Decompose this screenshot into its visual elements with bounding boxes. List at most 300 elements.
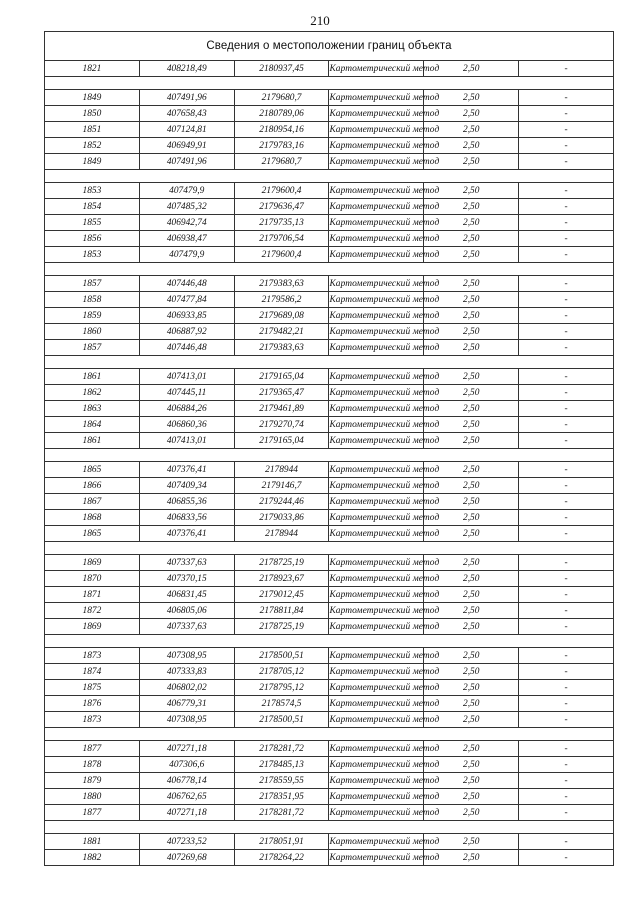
table-row — [45, 478, 614, 494]
x-coordinate-cell: 407370,15 — [139, 571, 234, 587]
point-number-cell: 1854 — [45, 199, 140, 215]
method-cell: Картометрический метод — [329, 385, 424, 401]
description-cell: - — [519, 571, 614, 587]
method-cell: Картометрический метод — [329, 401, 424, 417]
table-row — [45, 619, 614, 635]
group-separator-row — [45, 449, 614, 462]
description-cell: - — [519, 231, 614, 247]
point-number-cell: 1872 — [45, 603, 140, 619]
accuracy-cell: 2,50 — [424, 478, 519, 494]
x-coordinate-cell: 407269,68 — [139, 850, 234, 866]
point-number-cell: 1871 — [45, 587, 140, 603]
group-separator-row — [45, 263, 614, 276]
method-cell: Картометрический метод — [329, 292, 424, 308]
x-coordinate-cell: 407658,43 — [139, 106, 234, 122]
x-coordinate-cell: 407306,6 — [139, 757, 234, 773]
y-coordinate-cell: 2178500,51 — [234, 648, 329, 664]
y-coordinate-cell: 2178944 — [234, 526, 329, 542]
group-separator-row — [45, 77, 614, 90]
accuracy-cell: 2,50 — [424, 741, 519, 757]
y-coordinate-cell: 2179783,16 — [234, 138, 329, 154]
group-separator — [45, 542, 614, 555]
accuracy-cell: 2,50 — [424, 648, 519, 664]
point-number-cell: 1876 — [45, 696, 140, 712]
x-coordinate-cell: 408218,49 — [139, 61, 234, 77]
point-number-cell: 1849 — [45, 90, 140, 106]
y-coordinate-cell: 2179033,86 — [234, 510, 329, 526]
x-coordinate-cell: 406860,36 — [139, 417, 234, 433]
accuracy-cell: 2,50 — [424, 664, 519, 680]
x-coordinate-cell: 407233,52 — [139, 834, 234, 850]
y-coordinate-cell: 2178051,91 — [234, 834, 329, 850]
table-row — [45, 494, 614, 510]
method-cell: Картометрический метод — [329, 215, 424, 231]
point-number-cell: 1873 — [45, 712, 140, 728]
x-coordinate-cell: 407124,81 — [139, 122, 234, 138]
table-row — [45, 308, 614, 324]
table-row — [45, 757, 614, 773]
description-cell: - — [519, 433, 614, 449]
y-coordinate-cell: 2179146,7 — [234, 478, 329, 494]
method-cell: Картометрический метод — [329, 664, 424, 680]
point-number-cell: 1850 — [45, 106, 140, 122]
x-coordinate-cell: 407333,83 — [139, 664, 234, 680]
accuracy-cell: 2,50 — [424, 494, 519, 510]
accuracy-cell: 2,50 — [424, 154, 519, 170]
description-cell: - — [519, 494, 614, 510]
x-coordinate-cell: 407337,63 — [139, 619, 234, 635]
point-number-cell: 1855 — [45, 215, 140, 231]
description-cell: - — [519, 61, 614, 77]
description-cell: - — [519, 526, 614, 542]
description-cell: - — [519, 680, 614, 696]
table-title: Сведения о местоположении границ объекта — [45, 32, 614, 61]
x-coordinate-cell: 407479,9 — [139, 183, 234, 199]
boundary-coordinates-table — [44, 31, 614, 866]
y-coordinate-cell: 2179461,89 — [234, 401, 329, 417]
description-cell: - — [519, 648, 614, 664]
y-coordinate-cell: 2179636,47 — [234, 199, 329, 215]
table-row — [45, 603, 614, 619]
description-cell: - — [519, 122, 614, 138]
table-title-row — [45, 32, 614, 61]
table-row — [45, 183, 614, 199]
x-coordinate-cell: 407446,48 — [139, 276, 234, 292]
method-cell: Картометрический метод — [329, 526, 424, 542]
method-cell: Картометрический метод — [329, 555, 424, 571]
accuracy-cell: 2,50 — [424, 619, 519, 635]
description-cell: - — [519, 741, 614, 757]
x-coordinate-cell: 406762,65 — [139, 789, 234, 805]
method-cell: Картометрический метод — [329, 773, 424, 789]
x-coordinate-cell: 407271,18 — [139, 741, 234, 757]
x-coordinate-cell: 406831,45 — [139, 587, 234, 603]
accuracy-cell: 2,50 — [424, 555, 519, 571]
point-number-cell: 1867 — [45, 494, 140, 510]
method-cell: Картометрический метод — [329, 478, 424, 494]
accuracy-cell: 2,50 — [424, 712, 519, 728]
description-cell: - — [519, 510, 614, 526]
accuracy-cell: 2,50 — [424, 417, 519, 433]
x-coordinate-cell: 406779,31 — [139, 696, 234, 712]
point-number-cell: 1853 — [45, 247, 140, 263]
table-row — [45, 526, 614, 542]
description-cell: - — [519, 369, 614, 385]
group-separator-row — [45, 821, 614, 834]
description-cell: - — [519, 308, 614, 324]
description-cell: - — [519, 789, 614, 805]
method-cell: Картометрический метод — [329, 587, 424, 603]
x-coordinate-cell: 407271,18 — [139, 805, 234, 821]
method-cell: Картометрический метод — [329, 122, 424, 138]
y-coordinate-cell: 2178559,55 — [234, 773, 329, 789]
method-cell: Картометрический метод — [329, 757, 424, 773]
method-cell: Картометрический метод — [329, 789, 424, 805]
y-coordinate-cell: 2180789,06 — [234, 106, 329, 122]
description-cell: - — [519, 90, 614, 106]
x-coordinate-cell: 407308,95 — [139, 712, 234, 728]
table-body — [45, 32, 614, 866]
y-coordinate-cell: 2178811,84 — [234, 603, 329, 619]
point-number-cell: 1874 — [45, 664, 140, 680]
accuracy-cell: 2,50 — [424, 138, 519, 154]
accuracy-cell: 2,50 — [424, 603, 519, 619]
point-number-cell: 1866 — [45, 478, 140, 494]
description-cell: - — [519, 276, 614, 292]
y-coordinate-cell: 2180954,16 — [234, 122, 329, 138]
description-cell: - — [519, 619, 614, 635]
x-coordinate-cell: 407446,48 — [139, 340, 234, 356]
table-row — [45, 61, 614, 77]
description-cell: - — [519, 712, 614, 728]
table-row — [45, 433, 614, 449]
table-row — [45, 773, 614, 789]
accuracy-cell: 2,50 — [424, 61, 519, 77]
description-cell: - — [519, 154, 614, 170]
point-number-cell: 1869 — [45, 555, 140, 571]
table-row — [45, 805, 614, 821]
method-cell: Картометрический метод — [329, 276, 424, 292]
accuracy-cell: 2,50 — [424, 850, 519, 866]
method-cell: Картометрический метод — [329, 308, 424, 324]
x-coordinate-cell: 407376,41 — [139, 526, 234, 542]
group-separator-row — [45, 356, 614, 369]
description-cell: - — [519, 834, 614, 850]
table-row — [45, 401, 614, 417]
point-number-cell: 1861 — [45, 433, 140, 449]
accuracy-cell: 2,50 — [424, 308, 519, 324]
table-row — [45, 247, 614, 263]
point-number-cell: 1862 — [45, 385, 140, 401]
description-cell: - — [519, 773, 614, 789]
accuracy-cell: 2,50 — [424, 834, 519, 850]
table-row — [45, 850, 614, 866]
x-coordinate-cell: 406887,92 — [139, 324, 234, 340]
method-cell: Картометрический метод — [329, 61, 424, 77]
accuracy-cell: 2,50 — [424, 369, 519, 385]
method-cell: Картометрический метод — [329, 106, 424, 122]
x-coordinate-cell: 406833,56 — [139, 510, 234, 526]
description-cell: - — [519, 385, 614, 401]
y-coordinate-cell: 2179012,45 — [234, 587, 329, 603]
point-number-cell: 1878 — [45, 757, 140, 773]
y-coordinate-cell: 2178923,67 — [234, 571, 329, 587]
table-row — [45, 340, 614, 356]
description-cell: - — [519, 340, 614, 356]
group-separator — [45, 77, 614, 90]
y-coordinate-cell: 2179383,63 — [234, 340, 329, 356]
point-number-cell: 1870 — [45, 571, 140, 587]
description-cell: - — [519, 478, 614, 494]
y-coordinate-cell: 2179706,54 — [234, 231, 329, 247]
method-cell: Картометрический метод — [329, 433, 424, 449]
point-number-cell: 1877 — [45, 741, 140, 757]
description-cell: - — [519, 247, 614, 263]
x-coordinate-cell: 406805,06 — [139, 603, 234, 619]
x-coordinate-cell: 407308,95 — [139, 648, 234, 664]
accuracy-cell: 2,50 — [424, 696, 519, 712]
table-row — [45, 571, 614, 587]
method-cell: Картометрический метод — [329, 850, 424, 866]
accuracy-cell: 2,50 — [424, 385, 519, 401]
accuracy-cell: 2,50 — [424, 215, 519, 231]
group-separator — [45, 635, 614, 648]
x-coordinate-cell: 407445,11 — [139, 385, 234, 401]
y-coordinate-cell: 2178485,13 — [234, 757, 329, 773]
table-row — [45, 555, 614, 571]
point-number-cell: 1852 — [45, 138, 140, 154]
method-cell: Картометрический метод — [329, 462, 424, 478]
accuracy-cell: 2,50 — [424, 324, 519, 340]
point-number-cell: 1821 — [45, 61, 140, 77]
accuracy-cell: 2,50 — [424, 231, 519, 247]
point-number-cell: 1877 — [45, 805, 140, 821]
table-row — [45, 385, 614, 401]
description-cell: - — [519, 603, 614, 619]
table-row — [45, 834, 614, 850]
point-number-cell: 1849 — [45, 154, 140, 170]
method-cell: Картометрический метод — [329, 741, 424, 757]
group-separator — [45, 263, 614, 276]
point-number-cell: 1865 — [45, 462, 140, 478]
x-coordinate-cell: 407485,32 — [139, 199, 234, 215]
x-coordinate-cell: 406778,14 — [139, 773, 234, 789]
description-cell: - — [519, 106, 614, 122]
description-cell: - — [519, 555, 614, 571]
group-separator — [45, 821, 614, 834]
y-coordinate-cell: 2178351,95 — [234, 789, 329, 805]
accuracy-cell: 2,50 — [424, 292, 519, 308]
description-cell: - — [519, 757, 614, 773]
x-coordinate-cell: 407413,01 — [139, 369, 234, 385]
table-row — [45, 712, 614, 728]
table-row — [45, 106, 614, 122]
accuracy-cell: 2,50 — [424, 199, 519, 215]
y-coordinate-cell: 2178500,51 — [234, 712, 329, 728]
table-row — [45, 648, 614, 664]
method-cell: Картометрический метод — [329, 696, 424, 712]
group-separator — [45, 728, 614, 741]
boundary-table-container — [44, 31, 614, 866]
table-row — [45, 215, 614, 231]
group-separator — [45, 449, 614, 462]
accuracy-cell: 2,50 — [424, 247, 519, 263]
y-coordinate-cell: 2179600,4 — [234, 183, 329, 199]
y-coordinate-cell: 2179165,04 — [234, 369, 329, 385]
method-cell: Картометрический метод — [329, 680, 424, 696]
group-separator — [45, 170, 614, 183]
method-cell: Картометрический метод — [329, 603, 424, 619]
table-row — [45, 324, 614, 340]
table-row — [45, 510, 614, 526]
x-coordinate-cell: 406855,36 — [139, 494, 234, 510]
y-coordinate-cell: 2179383,63 — [234, 276, 329, 292]
y-coordinate-cell: 2179735,13 — [234, 215, 329, 231]
accuracy-cell: 2,50 — [424, 587, 519, 603]
point-number-cell: 1873 — [45, 648, 140, 664]
table-row — [45, 696, 614, 712]
y-coordinate-cell: 2179586,2 — [234, 292, 329, 308]
method-cell: Картометрический метод — [329, 571, 424, 587]
accuracy-cell: 2,50 — [424, 571, 519, 587]
table-row — [45, 664, 614, 680]
table-row — [45, 680, 614, 696]
y-coordinate-cell: 2180937,45 — [234, 61, 329, 77]
method-cell: Картометрический метод — [329, 324, 424, 340]
description-cell: - — [519, 587, 614, 603]
group-separator-row — [45, 170, 614, 183]
method-cell: Картометрический метод — [329, 712, 424, 728]
accuracy-cell: 2,50 — [424, 276, 519, 292]
point-number-cell: 1857 — [45, 276, 140, 292]
x-coordinate-cell: 406942,74 — [139, 215, 234, 231]
point-number-cell: 1861 — [45, 369, 140, 385]
table-row — [45, 276, 614, 292]
y-coordinate-cell: 2178264,22 — [234, 850, 329, 866]
x-coordinate-cell: 406884,26 — [139, 401, 234, 417]
y-coordinate-cell: 2179270,74 — [234, 417, 329, 433]
x-coordinate-cell: 406949,91 — [139, 138, 234, 154]
group-separator-row — [45, 728, 614, 741]
accuracy-cell: 2,50 — [424, 106, 519, 122]
table-row — [45, 199, 614, 215]
y-coordinate-cell: 2179482,21 — [234, 324, 329, 340]
method-cell: Картометрический метод — [329, 183, 424, 199]
accuracy-cell: 2,50 — [424, 340, 519, 356]
y-coordinate-cell: 2178281,72 — [234, 805, 329, 821]
method-cell: Картометрический метод — [329, 199, 424, 215]
group-separator — [45, 356, 614, 369]
accuracy-cell: 2,50 — [424, 805, 519, 821]
description-cell: - — [519, 850, 614, 866]
x-coordinate-cell: 407409,34 — [139, 478, 234, 494]
y-coordinate-cell: 2179244,46 — [234, 494, 329, 510]
y-coordinate-cell: 2179165,04 — [234, 433, 329, 449]
method-cell: Картометрический метод — [329, 648, 424, 664]
group-separator-row — [45, 635, 614, 648]
description-cell: - — [519, 183, 614, 199]
point-number-cell: 1858 — [45, 292, 140, 308]
point-number-cell: 1868 — [45, 510, 140, 526]
method-cell: Картометрический метод — [329, 805, 424, 821]
point-number-cell: 1863 — [45, 401, 140, 417]
y-coordinate-cell: 2179600,4 — [234, 247, 329, 263]
description-cell: - — [519, 199, 614, 215]
accuracy-cell: 2,50 — [424, 90, 519, 106]
method-cell: Картометрический метод — [329, 138, 424, 154]
y-coordinate-cell: 2179689,08 — [234, 308, 329, 324]
y-coordinate-cell: 2179680,7 — [234, 154, 329, 170]
point-number-cell: 1859 — [45, 308, 140, 324]
description-cell: - — [519, 292, 614, 308]
y-coordinate-cell: 2178705,12 — [234, 664, 329, 680]
point-number-cell: 1856 — [45, 231, 140, 247]
accuracy-cell: 2,50 — [424, 122, 519, 138]
point-number-cell: 1857 — [45, 340, 140, 356]
x-coordinate-cell: 406933,85 — [139, 308, 234, 324]
point-number-cell: 1864 — [45, 417, 140, 433]
description-cell: - — [519, 401, 614, 417]
table-row — [45, 90, 614, 106]
point-number-cell: 1865 — [45, 526, 140, 542]
x-coordinate-cell: 407479,9 — [139, 247, 234, 263]
table-row — [45, 154, 614, 170]
y-coordinate-cell: 2179365,47 — [234, 385, 329, 401]
method-cell: Картометрический метод — [329, 494, 424, 510]
point-number-cell: 1853 — [45, 183, 140, 199]
point-number-cell: 1880 — [45, 789, 140, 805]
x-coordinate-cell: 407477,84 — [139, 292, 234, 308]
point-number-cell: 1881 — [45, 834, 140, 850]
table-row — [45, 231, 614, 247]
description-cell: - — [519, 138, 614, 154]
description-cell: - — [519, 696, 614, 712]
table-row — [45, 462, 614, 478]
table-row — [45, 138, 614, 154]
description-cell: - — [519, 664, 614, 680]
point-number-cell: 1879 — [45, 773, 140, 789]
x-coordinate-cell: 407491,96 — [139, 154, 234, 170]
method-cell: Картометрический метод — [329, 510, 424, 526]
x-coordinate-cell: 407337,63 — [139, 555, 234, 571]
point-number-cell: 1875 — [45, 680, 140, 696]
point-number-cell: 1882 — [45, 850, 140, 866]
y-coordinate-cell: 2178281,72 — [234, 741, 329, 757]
accuracy-cell: 2,50 — [424, 757, 519, 773]
accuracy-cell: 2,50 — [424, 526, 519, 542]
table-row — [45, 292, 614, 308]
accuracy-cell: 2,50 — [424, 401, 519, 417]
description-cell: - — [519, 215, 614, 231]
table-row — [45, 587, 614, 603]
method-cell: Картометрический метод — [329, 417, 424, 433]
x-coordinate-cell: 407413,01 — [139, 433, 234, 449]
y-coordinate-cell: 2178574,5 — [234, 696, 329, 712]
description-cell: - — [519, 805, 614, 821]
x-coordinate-cell: 407491,96 — [139, 90, 234, 106]
table-row — [45, 741, 614, 757]
page-number: 210 — [310, 13, 330, 28]
method-cell: Картометрический метод — [329, 90, 424, 106]
point-number-cell: 1860 — [45, 324, 140, 340]
description-cell: - — [519, 462, 614, 478]
y-coordinate-cell: 2178725,19 — [234, 555, 329, 571]
x-coordinate-cell: 406802,02 — [139, 680, 234, 696]
table-row — [45, 369, 614, 385]
y-coordinate-cell: 2178944 — [234, 462, 329, 478]
table-row — [45, 789, 614, 805]
method-cell: Картометрический метод — [329, 247, 424, 263]
